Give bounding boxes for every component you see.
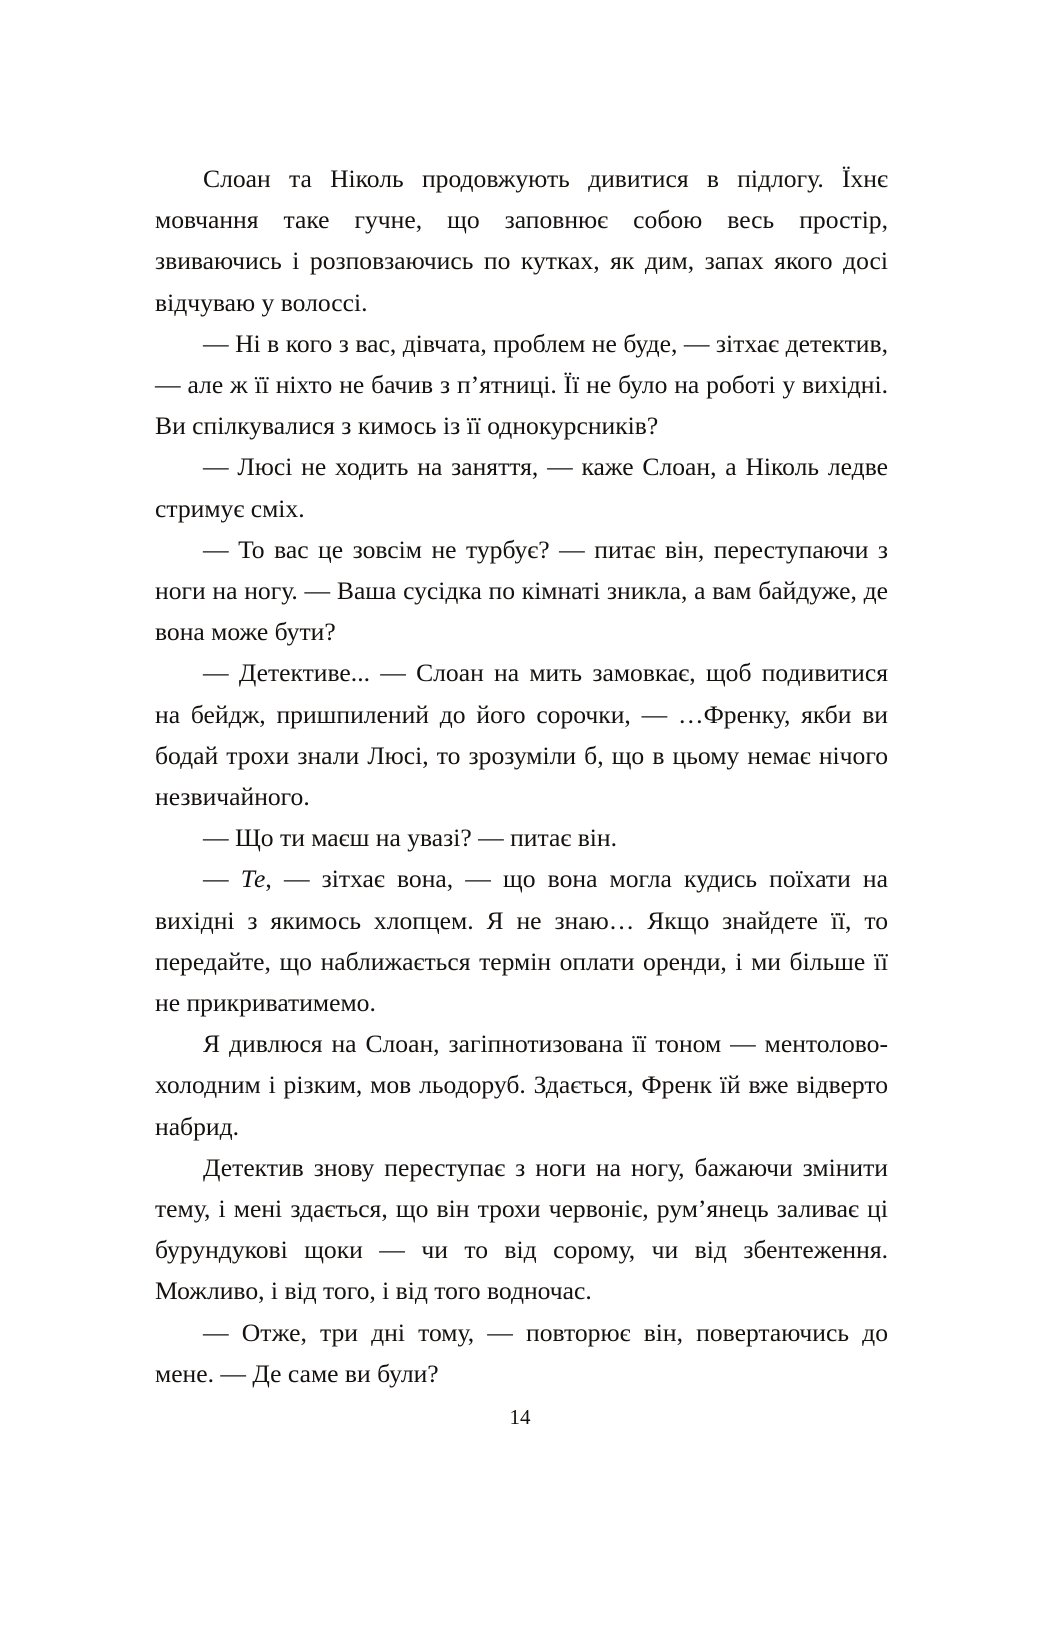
paragraph-1: Слоан та Ніколь продовжують дивитися в підлогу. Їхнє мовчання таке гучне, що заповнює собою весь простір, звиваючись і розповзаючись по кутках, як дим, запах якого досі відчуваю у волоссі. [155,164,888,317]
page-text-body [155,158,888,1394]
paragraph-9: Детектив знову переступає з ноги на ногу, бажаючи змінити тему, і мені здається, що він трохи червоніє, рум’янець заливає ці бурундукові щоки — чи то від сорому, чи від збентеження. Можливо, і від того, і від того водночас. [155,1152,888,1306]
paragraph-3: — Люсі не ходить на заняття, — каже Слоан, а Ніколь ледве стримує сміх. [155,452,888,523]
emphasised-word: Те [240,864,266,894]
paragraph-2: — Ні в кого з вас, дівчата, проблем не буде, — зітхає детектив, — але ж її ніхто не бачив з п’ятниці. Її не було на роботі у вихідні. Ви спілкувалися з кимось із її однокурсників? [155,328,888,441]
paragraph-10: — Отже, три дні тому, — повторює він, повертаючись до мене. — Де саме ви були? [155,1317,888,1388]
paragraph-6: — Що ти маєш на увазі? — питає він. [203,823,618,853]
paragraph-4: — То вас це зовсім не турбує? — питає він, переступаючи з ноги на ногу. — Ваша сусідка по кімнаті зникла, а вам байдуже, де вона може бути? [155,534,888,647]
page-number: 14 [509,1405,531,1429]
paragraph-7: — Те, — зітхає вона, — що вона могла кудись поїхати на вихідні з якимось хлопцем. Я не знаю… Якщо знайдете її, то передайте, що наближається термін оплати оренди, і ми більше її не прикриватимемо. [155,864,888,1018]
paragraph-8: Я дивлюся на Слоан, загіпнотизована її тоном — ментолово-холодним і різким, мов льодоруб. Здається, Френк їй вже відверто набрид. [155,1029,888,1141]
paragraph-5: — Детективе... — Слоан на мить замовкає, щоб подивитися на бейдж, пришпилений до його сорочки, — …Френку, якби ви бодай трохи знали Люсі, то зрозуміли б, що в цьому немає нічого незвичайного. [155,658,888,812]
